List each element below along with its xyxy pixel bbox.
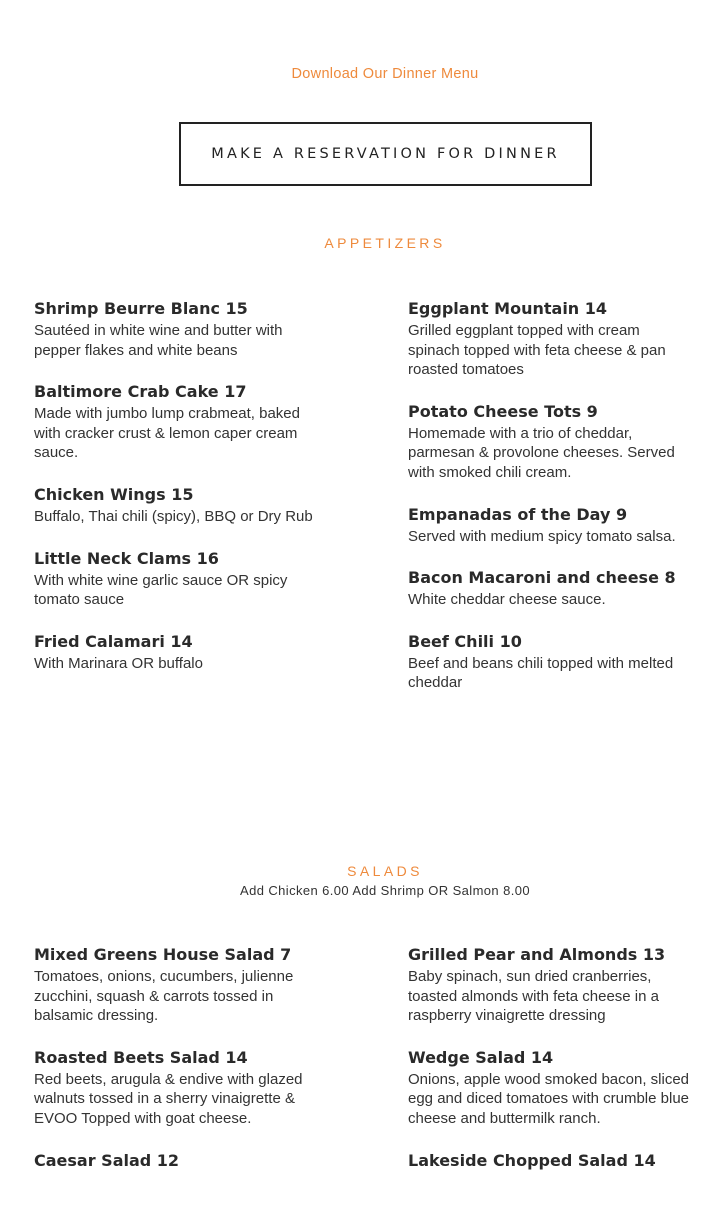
- menu-item-title: Wedge Salad 14: [408, 1047, 554, 1067]
- menu-item-description: Red beets, arugula & endive with glazed walnuts tossed in a sherry vinaigrette & EVOO Topped with goat cheese.: [34, 1070, 303, 1127]
- menu-item-title: Lakeside Chopped Salad 14: [408, 1150, 656, 1170]
- menu-item-title: Shrimp Beurre Blanc 15: [34, 299, 248, 318]
- menu-item-title: Mixed Greens House Salad 7: [34, 945, 292, 964]
- menu-item: [408, 504, 690, 547]
- menu-item-title: Caesar Salad 12: [34, 1150, 180, 1170]
- salads-left-column: [34, 944, 319, 1193]
- menu-item-title: Empanadas of the Day 9: [408, 504, 628, 524]
- appetizers-right-column: [408, 298, 690, 714]
- menu-item-description: Onions, apple wood smoked bacon, sliced egg and diced tomatoes with crumble blue cheese and buttermilk ranch.: [408, 1070, 690, 1127]
- menu-item-description: Tomatoes, onions, cucumbers, julienne zucchini, squash & carrots tossed in balsamic dressing.: [34, 968, 294, 1025]
- menu-item-description: With white wine garlic sauce OR spicy tomato sauce: [34, 571, 288, 609]
- menu-item-title: Fried Calamari 14: [34, 631, 193, 651]
- menu-item-description: Sautéed in white wine and butter with pepper flakes and white beans: [34, 322, 283, 359]
- menu-item: [34, 631, 319, 674]
- menu-item-description: With Marinara OR buffalo: [34, 654, 203, 672]
- menu-item: [34, 1150, 319, 1172]
- menu-item: [34, 548, 319, 610]
- menu-item: [408, 1047, 690, 1129]
- menu-item: [34, 944, 319, 1026]
- menu-item: [408, 631, 690, 693]
- menu-item-description: Beef and beans chili topped with melted cheddar: [408, 654, 674, 692]
- menu-item-description: Made with jumbo lump crabmeat, baked with cracker crust & lemon caper cream sauce.: [34, 405, 300, 462]
- menu-item: [408, 1150, 690, 1172]
- menu-item-title: Baltimore Crab Cake 17: [34, 382, 247, 402]
- menu-item-description: White cheddar cheese sauce.: [408, 591, 606, 609]
- appetizers-left-column: [34, 298, 319, 694]
- menu-item: [34, 298, 319, 360]
- download-dinner-menu-link[interactable]: Download Our Dinner Menu: [291, 66, 479, 82]
- salads-right-column: [408, 944, 690, 1193]
- salads-heading: SALADS: [347, 863, 423, 879]
- menu-item-title: Roasted Beets Salad 14: [34, 1047, 248, 1067]
- menu-item: [408, 401, 690, 483]
- menu-item-title: Little Neck Clams 16: [34, 548, 219, 568]
- appetizers-heading: APPETIZERS: [324, 235, 446, 251]
- menu-item-description: Buffalo, Thai chili (spicy), BBQ or Dry Rub: [34, 507, 313, 525]
- menu-item: [408, 944, 690, 1026]
- menu-item-title: Bacon Macaroni and cheese 8: [408, 568, 676, 588]
- menu-item-title: Grilled Pear and Almonds 13: [408, 945, 666, 964]
- menu-item-title: Potato Cheese Tots 9: [408, 401, 598, 421]
- menu-item-description: Homemade with a trio of cheddar, parmesan & provolone cheeses. Served with smoked chili cream.: [408, 424, 675, 481]
- menu-item: [34, 1047, 319, 1129]
- menu-item-title: Chicken Wings 15: [34, 484, 194, 504]
- menu-item-title: Beef Chili 10: [408, 631, 522, 651]
- menu-item: [408, 298, 690, 380]
- menu-item: [34, 484, 319, 527]
- menu-item-description: Served with medium spicy tomato salsa.: [408, 527, 676, 545]
- menu-item-description: Grilled eggplant topped with cream spinach topped with feta cheese & pan roasted tomatoes: [408, 322, 666, 379]
- menu-item: [408, 567, 690, 610]
- menu-item-title: Eggplant Mountain 14: [408, 299, 608, 318]
- salads-add-on-note: Add Chicken 6.00 Add Shrimp OR Salmon 8.00: [240, 883, 530, 898]
- make-reservation-button[interactable]: MAKE A RESERVATION FOR DINNER: [179, 122, 592, 186]
- menu-item: [34, 381, 319, 463]
- menu-item-description: Baby spinach, sun dried cranberries, toasted almonds with feta cheese in a raspberry vinaigrette dressing: [408, 968, 659, 1025]
